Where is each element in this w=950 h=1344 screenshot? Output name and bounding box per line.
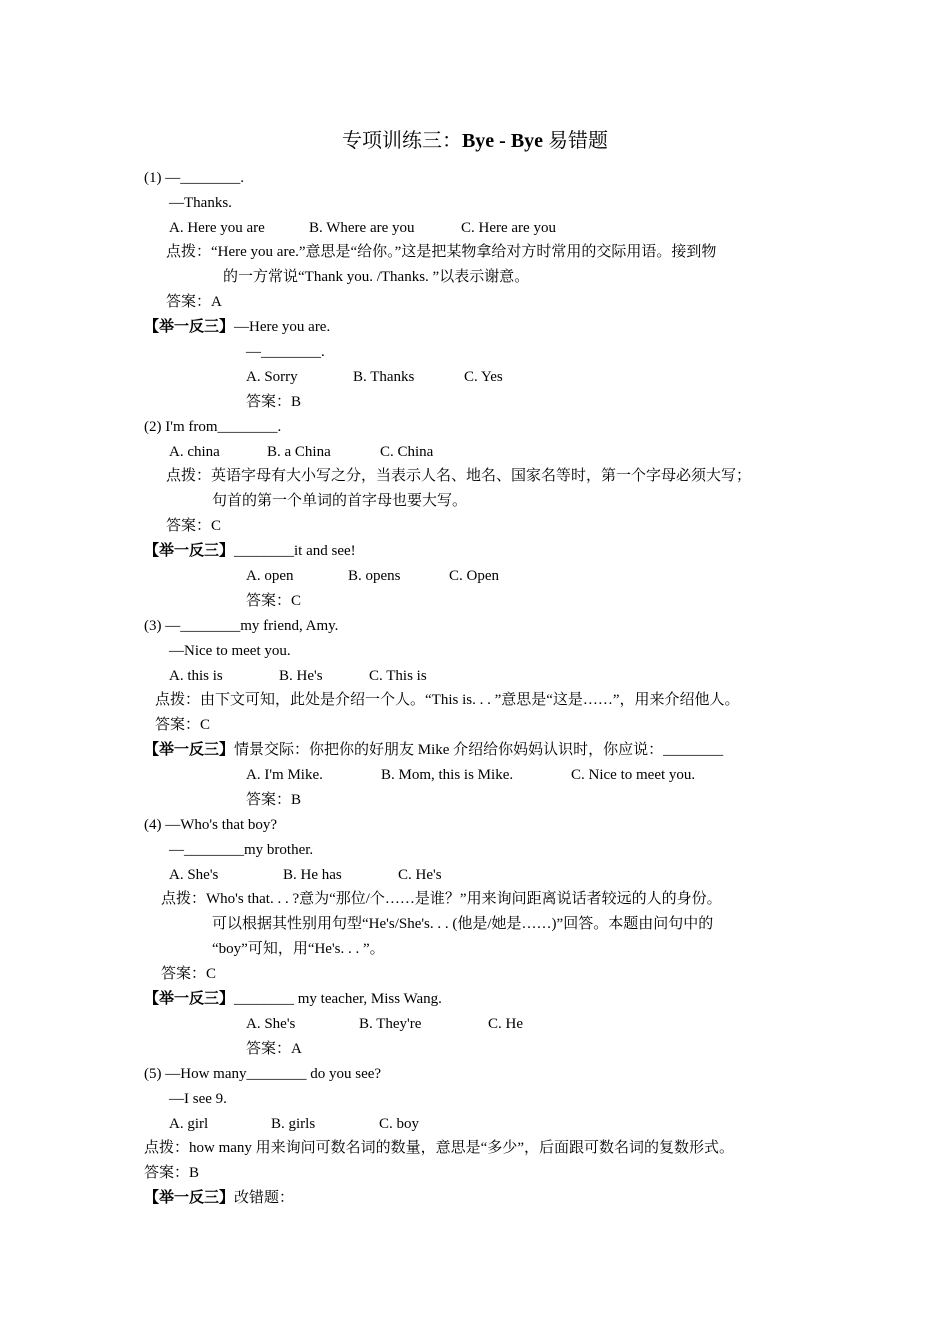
page-title: 专项训练三：Bye - Bye 易错题 xyxy=(341,130,609,152)
q2-extension xyxy=(144,542,356,560)
q2-ext-stem: ________it and see! xyxy=(234,543,356,559)
q2-tip-line2: 句首的第一个单词的首字母也要大写。 xyxy=(212,493,468,509)
q1-ext-option-c: C. Yes xyxy=(464,369,503,385)
q2-ext-answer: 答案：C xyxy=(246,593,302,609)
q4-tip-line2: 可以根据其性别用句型“He's/She's. . . (他是/她是……)”回答。本题由问句中的 xyxy=(212,916,714,932)
q4-extension xyxy=(144,990,442,1008)
q2-ext-option-a: A. open xyxy=(246,568,294,584)
q5-extension xyxy=(144,1189,294,1207)
q1-stem: (1) —________. xyxy=(144,170,244,186)
q4-stem: (4) —Who's that boy? xyxy=(144,817,278,833)
q1-option-c: C. Here are you xyxy=(461,220,556,236)
q4-tip-line3: “boy”可知，用“He's. . . ”。 xyxy=(212,941,385,957)
q5-tip: 点拨：how many 用来询问可数名词的数量，意思是“多少”，后面跟可数名词的复数形式。 xyxy=(144,1140,734,1156)
q1-tip-line1: 点拨：“Here you are.”意思是“给你。”这是把某物拿给对方时常用的交际用语。接到物 xyxy=(166,244,717,260)
q1-ext-reply: —________. xyxy=(246,344,325,360)
q4-tip-line1: 点拨：Who's that. . . ?意为“那位/个……是谁？”用来询问距离说话者较远的人的身份。 xyxy=(161,891,722,907)
q4-ext-stem: ________ my teacher, Miss Wang. xyxy=(234,991,442,1007)
q4-reply: —________my brother. xyxy=(169,842,314,858)
q2-option-a: A. china xyxy=(169,444,220,460)
q4-ext-answer: 答案：A xyxy=(246,1041,302,1057)
q1-ext-option-b: B. Thanks xyxy=(353,369,415,385)
extension-tag: 【举一反三】 xyxy=(144,742,235,758)
q3-reply: —Nice to meet you. xyxy=(169,643,291,659)
q3-ext-option-c: C. Nice to meet you. xyxy=(571,767,696,783)
extension-tag: 【举一反三】 xyxy=(144,319,235,335)
q3-ext-stem: 情景交际：你把你的好朋友 Mike 介绍给你妈妈认识时，你应说：________ xyxy=(234,742,724,758)
q3-option-a: A. this is xyxy=(169,668,223,684)
q5-option-a: A. girl xyxy=(169,1116,209,1132)
q3-option-b: B. He's xyxy=(279,668,323,684)
q1-option-a: A. Here you are xyxy=(169,220,265,236)
q5-answer: 答案：B xyxy=(144,1165,200,1181)
q1-ext-answer: 答案：B xyxy=(246,394,302,410)
q2-option-c: C. China xyxy=(380,444,434,460)
q3-ext-option-b: B. Mom, this is Mike. xyxy=(381,767,514,783)
q1-ext-stem: —Here you are. xyxy=(234,319,331,335)
q3-tip: 点拨：由下文可知，此处是介绍一个人。“This is. . . ”意思是“这是……”，用来介绍他人。 xyxy=(155,692,740,708)
q1-option-b: B. Where are you xyxy=(309,220,415,236)
q4-ext-option-c: C. He xyxy=(488,1016,523,1032)
q5-option-c: C. boy xyxy=(379,1116,420,1132)
q1-ext-option-a: A. Sorry xyxy=(246,369,298,385)
q1-answer: 答案：A xyxy=(166,294,222,310)
q3-ext-option-a: A. I'm Mike. xyxy=(246,767,323,783)
q2-answer: 答案：C xyxy=(166,518,222,534)
q4-option-c: C. He's xyxy=(398,867,442,883)
q4-ext-option-b: B. They're xyxy=(359,1016,422,1032)
q3-ext-answer: 答案：B xyxy=(246,792,302,808)
q4-ext-option-a: A. She's xyxy=(246,1016,296,1032)
q5-option-b: B. girls xyxy=(271,1116,316,1132)
q3-answer: 答案：C xyxy=(155,717,211,733)
q2-ext-option-c: C. Open xyxy=(449,568,499,584)
extension-tag: 【举一反三】 xyxy=(144,991,235,1007)
q1-tip-line2: 的一方常说“Thank you. /Thanks. ”以表示谢意。 xyxy=(223,269,530,285)
q1-extension xyxy=(144,318,330,336)
q3-option-c: C. This is xyxy=(369,668,427,684)
q2-stem: (2) I'm from________. xyxy=(144,419,282,435)
q2-option-b: B. a China xyxy=(267,444,331,460)
q5-ext-stem: 改错题： xyxy=(234,1190,295,1206)
q3-stem: (3) —________my friend, Amy. xyxy=(144,618,339,634)
q5-reply: —I see 9. xyxy=(169,1091,227,1107)
q2-ext-option-b: B. opens xyxy=(348,568,401,584)
extension-tag: 【举一反三】 xyxy=(144,1190,235,1206)
q4-option-b: B. He has xyxy=(283,867,342,883)
q4-option-a: A. She's xyxy=(169,867,219,883)
q3-extension xyxy=(144,741,723,759)
q5-stem: (5) —How many________ do you see? xyxy=(144,1066,382,1082)
extension-tag: 【举一反三】 xyxy=(144,543,235,559)
q1-reply: —Thanks. xyxy=(169,195,232,211)
q2-tip-line1: 点拨：英语字母有大小写之分，当表示人名、地名、国家名等时，第一个字母必须大写； xyxy=(166,468,752,484)
q4-answer: 答案：C xyxy=(161,966,217,982)
